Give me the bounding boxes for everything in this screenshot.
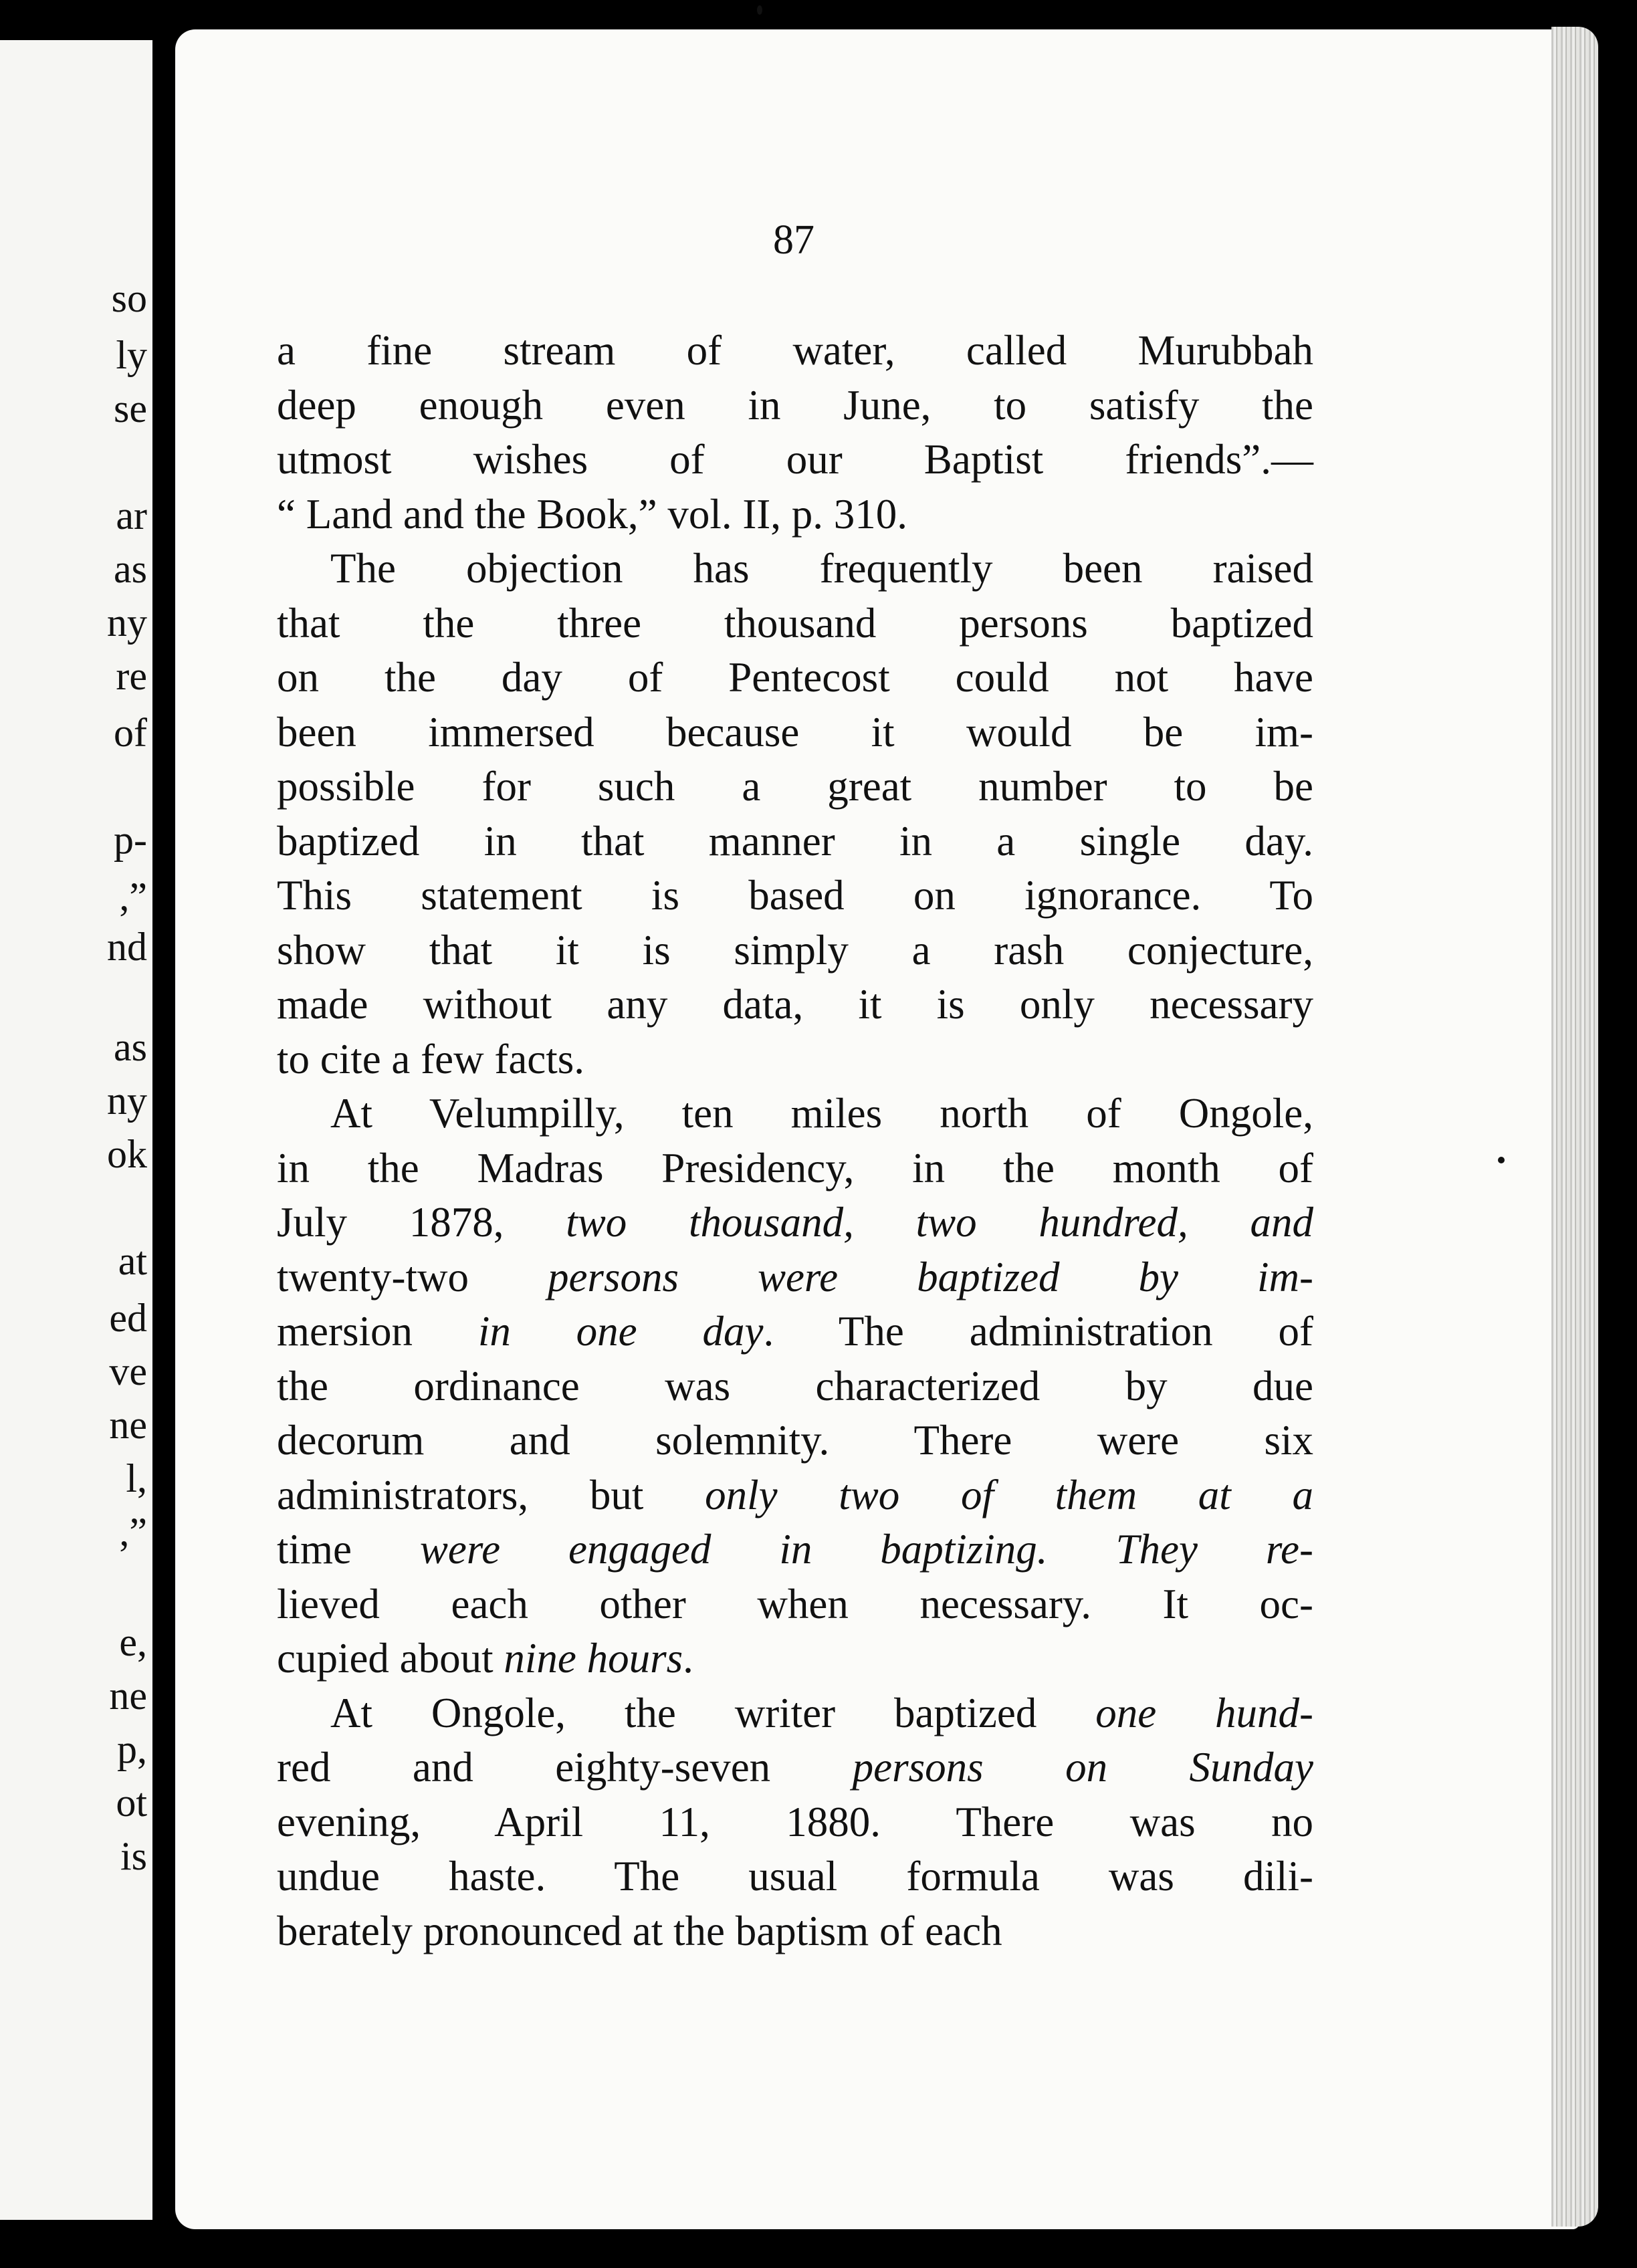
- italic-text: only two of them at a: [705, 1471, 1313, 1518]
- previous-page-fragment: [0, 40, 152, 2220]
- text-run: undue haste. The usual formula was dili-: [277, 1853, 1313, 1900]
- text-run: red and eighty-seven: [277, 1744, 771, 1791]
- text-run: twenty-two: [277, 1253, 469, 1300]
- left-page-line-fragment: ve: [109, 1349, 147, 1393]
- dust-speck: [1498, 1157, 1505, 1163]
- text-run: been immersed because it would be im-: [277, 708, 1313, 756]
- left-page-line-fragment: ok: [107, 1132, 147, 1176]
- book-page: [175, 29, 1579, 2229]
- paragraph: [277, 542, 1313, 1087]
- text-run: a fine stream of water, called Murubbah: [277, 327, 1313, 374]
- text-line: [277, 978, 1313, 1032]
- left-page-line-fragment: ,”: [119, 1510, 147, 1554]
- text-run: to cite a few facts.: [277, 1035, 585, 1083]
- text-line: [277, 1468, 1313, 1523]
- text-line: [277, 923, 1313, 978]
- paragraph: [277, 1686, 1313, 1959]
- text-line: [277, 1196, 1313, 1250]
- left-page-line-fragment: ny: [107, 600, 147, 645]
- left-page-line-fragment: at: [118, 1239, 147, 1283]
- text-run: utmost wishes of our Baptist friends”.—: [277, 436, 1313, 483]
- text-run: mersion: [277, 1308, 478, 1355]
- text-run: decorum and solemnity. There were six: [277, 1417, 1313, 1464]
- text-run: July 1878,: [277, 1199, 566, 1246]
- text-line: [277, 1305, 1313, 1359]
- page-text: [277, 324, 1313, 1958]
- text-line: [277, 705, 1313, 760]
- italic-text: persons were baptized by im-: [468, 1253, 1313, 1300]
- left-page-line-fragment: ot: [116, 1781, 147, 1825]
- text-line: [277, 1686, 1313, 1741]
- left-page-line-fragment: nd: [107, 925, 147, 969]
- text-run: possible for such a great number to be: [277, 763, 1313, 810]
- page-number: 87: [773, 217, 814, 263]
- left-page-line-fragment: l,: [126, 1456, 147, 1500]
- text-line: [277, 1250, 1313, 1305]
- text-line: [277, 869, 1313, 923]
- text-run: cupied about: [277, 1635, 504, 1682]
- left-page-line-fragment: ,”: [119, 875, 147, 919]
- left-page-line-fragment: re: [116, 654, 147, 698]
- text-line: [277, 1740, 1313, 1795]
- text-run: At Ongole, the writer baptized: [330, 1689, 1096, 1736]
- text-run: At Velumpilly, ten miles north of Ongole,: [330, 1090, 1313, 1137]
- text-line: [277, 814, 1313, 869]
- text-line: [277, 1141, 1313, 1196]
- page-edges: [1551, 27, 1598, 2227]
- text-run: The objection has frequently been raised: [330, 545, 1313, 592]
- italic-text: persons on Sunday: [770, 1744, 1313, 1791]
- left-page-line-fragment: ed: [109, 1296, 147, 1340]
- paragraph: [277, 324, 1313, 542]
- left-page-line-fragment: ly: [116, 333, 147, 377]
- text-line: [277, 651, 1313, 705]
- left-page-line-fragment: ny: [107, 1079, 147, 1123]
- italic-text: in one day: [477, 1308, 764, 1355]
- left-page-line-fragment: is: [120, 1834, 147, 1878]
- text-run: lieved each other when necessary. It oc-: [277, 1580, 1313, 1627]
- text-line: [277, 1631, 1313, 1686]
- text-line: [277, 1904, 1313, 1959]
- dust-speck: [757, 5, 762, 15]
- text-line: [277, 1577, 1313, 1632]
- text-line: [277, 1849, 1313, 1904]
- italic-text: nine hours: [504, 1635, 683, 1682]
- left-page-line-fragment: ne: [109, 1403, 147, 1447]
- text-line: [277, 433, 1313, 487]
- left-page-line-fragment: as: [114, 547, 147, 591]
- text-run: time: [277, 1526, 352, 1573]
- text-run: on the day of Pentecost could not have: [277, 654, 1313, 701]
- text-line: [277, 1032, 1313, 1087]
- left-page-line-fragment: of: [114, 711, 147, 755]
- text-run: berately pronounced at the baptism of each: [277, 1907, 1002, 1954]
- left-page-line-fragment: p-: [114, 818, 147, 862]
- text-run: in the Madras Presidency, in the month of: [277, 1144, 1313, 1192]
- text-run: This statement is based on ignorance. To: [277, 872, 1313, 919]
- text-run: deep enough even in June, to satisfy the: [277, 381, 1313, 429]
- left-page-line-fragment: ne: [109, 1674, 147, 1718]
- left-page-line-fragment: as: [114, 1025, 147, 1069]
- text-run: evening, April 11, 1880. There was no: [277, 1798, 1313, 1845]
- left-page-line-fragment: ar: [116, 493, 147, 538]
- text-run: the ordinance was characterized by due: [277, 1362, 1313, 1409]
- text-run: that the three thousand persons baptized: [277, 599, 1313, 647]
- text-line: [277, 487, 1313, 542]
- text-line: [277, 542, 1313, 596]
- paragraph: [277, 1087, 1313, 1686]
- text-line: [277, 596, 1313, 651]
- text-run: administrators, but: [277, 1471, 705, 1518]
- text-line: [277, 1087, 1313, 1141]
- text-run: made without any data, it is only necessary: [277, 981, 1313, 1028]
- text-line: [277, 1795, 1313, 1850]
- left-page-line-fragment: so: [111, 276, 147, 320]
- text-line: [277, 760, 1313, 814]
- text-line: [277, 1522, 1313, 1577]
- text-run: . The administration of: [763, 1308, 1314, 1355]
- text-run: baptized in that manner in a single day.: [277, 817, 1313, 865]
- text-line: [277, 378, 1313, 433]
- text-run: .: [683, 1635, 693, 1682]
- left-page-line-fragment: se: [114, 386, 147, 431]
- italic-text: were engaged in baptizing. They re-: [351, 1526, 1313, 1573]
- italic-text: two thousand, two hundred, and: [566, 1199, 1313, 1246]
- text-line: [277, 1413, 1313, 1468]
- text-line: [277, 324, 1313, 378]
- text-run: “ Land and the Book,” vol. II, p. 310.: [277, 490, 908, 538]
- italic-text: one hund-: [1095, 1689, 1313, 1736]
- left-page-line-fragment: e,: [119, 1620, 147, 1664]
- text-line: [277, 1359, 1313, 1414]
- left-page-line-fragment: p,: [117, 1727, 147, 1771]
- text-run: show that it is simply a rash conjecture,: [277, 926, 1313, 974]
